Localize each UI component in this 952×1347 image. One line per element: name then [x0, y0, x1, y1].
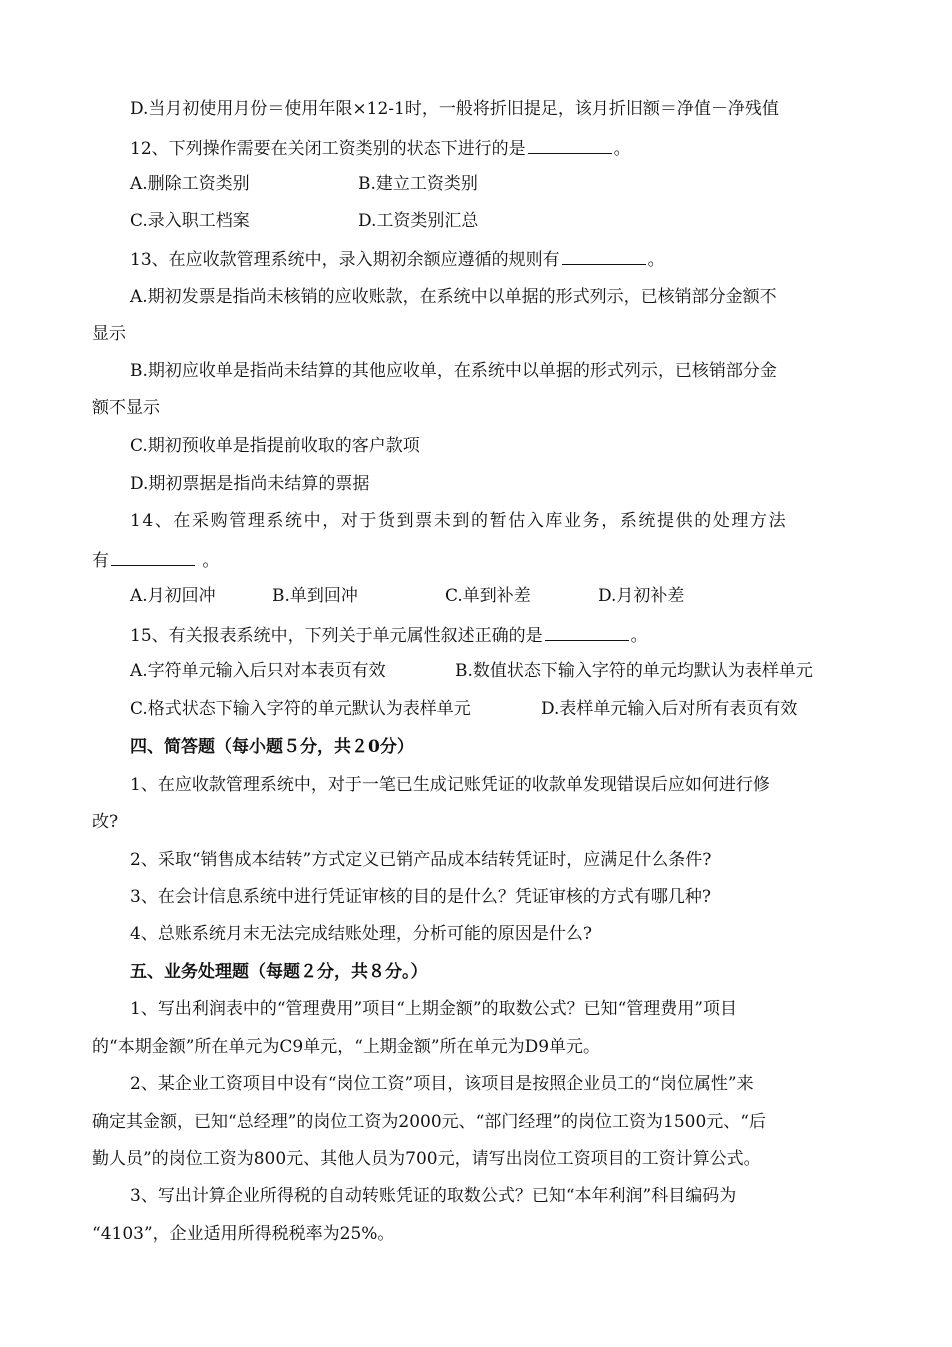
q14-stem-prefix: 有: [92, 551, 109, 571]
q14-option-a: A.月初回冲: [130, 586, 216, 606]
q12-option-b: B.建立工资类别: [358, 174, 478, 194]
q12-stem: [130, 135, 631, 161]
q14-end: 。: [197, 551, 220, 571]
section4-title: 四、简答题（每小题５分，共２0分）: [130, 737, 414, 757]
section5-q2-line3: 勤人员”的岗位工资为800元、其他人员为700元，请写出岗位工资项目的工资计算公式。: [92, 1149, 761, 1169]
section4-q4: 4、总账系统月末无法完成结账处理，分析可能的原因是什么?: [130, 924, 592, 944]
q15-stem: [130, 622, 648, 648]
q14-stem-line2: [92, 547, 219, 573]
section5-q3-line2: “4103”，企业适用所得税税率为25%。: [92, 1224, 395, 1244]
section5-q1-line2: 的“本期金额”所在单元为C9单元，“上期金额”所在单元为D9单元。: [92, 1037, 601, 1057]
q12-option-c: C.录入职工档案: [130, 211, 250, 231]
q12-option-d: D.工资类别汇总: [358, 211, 479, 231]
q13-option-d: D.期初票据是指尚未结算的票据: [130, 474, 370, 494]
answer-blank: [562, 246, 646, 265]
q14-option-d: D.月初补差: [598, 586, 685, 606]
q12-option-a: A.删除工资类别: [130, 174, 250, 194]
section5-q2-line1: 2、某企业工资项目中设有“岗位工资”项目，该项目是按照企业员工的“岗位属性”来: [130, 1074, 754, 1094]
q15-option-d: D.表样单元输入后对所有表页有效: [541, 699, 798, 719]
q13-option-b-line2: 额不显示: [92, 398, 160, 418]
q13-option-a-line2: 显示: [92, 324, 126, 344]
q12-end: 。: [613, 139, 631, 159]
q13-stem-text: 13、在应收款管理系统中，录入期初余额应遵循的规则有: [130, 250, 560, 270]
q13-option-b-line1: B.期初应收单是指尚未结算的其他应收单，在系统中以单据的形式列示，已核销部分金: [130, 361, 777, 381]
answer-blank: [545, 622, 629, 641]
q15-option-c: C.格式状态下输入字符的单元默认为表样单元: [130, 699, 471, 719]
q13-stem: [130, 246, 665, 272]
section5-q1-line1: 1、写出利润表中的“管理费用”项目“上期金额”的取数公式？已知“管理费用”项目: [130, 999, 737, 1019]
section5-q3-line1: 3、写出计算企业所得税的自动转账凭证的取数公式？已知“本年利润”科目编码为: [130, 1186, 737, 1206]
q14-stem-line1: 14、在采购管理系统中，对于货到票未到的暂估入库业务，系统提供的处理方法: [130, 511, 788, 531]
answer-blank: [528, 135, 612, 154]
section5-title: 五、业务处理题（每题２分，共８分。）: [130, 962, 428, 982]
q15-stem-text: 15、有关报表系统中，下列关于单元属性叙述正确的是: [130, 626, 543, 646]
q14-option-c: C.单到补差: [445, 586, 531, 606]
q12-stem-text: 12、下列操作需要在关闭工资类别的状态下进行的是: [130, 139, 526, 159]
q15-option-b: B.数值状态下输入字符的单元均默认为表样单元: [455, 661, 813, 681]
q13-option-a-line1: A.期初发票是指尚未核销的应收账款，在系统中以单据的形式列示，已核销部分金额不: [130, 287, 777, 307]
q15-option-a: A.字符单元输入后只对本表页有效: [130, 661, 386, 681]
q13-option-c: C.期初预收单是指提前收取的客户款项: [130, 436, 420, 456]
section4-q3: 3、在会计信息系统中进行凭证审核的目的是什么？凭证审核的方式有哪几种?: [130, 887, 711, 907]
section4-q1-line1: 1、在应收款管理系统中，对于一笔已生成记账凭证的收款单发现错误后应如何进行修: [130, 775, 770, 795]
q15-end: 。: [630, 626, 648, 646]
q14-option-b: B.单到回冲: [272, 586, 358, 606]
section5-q2-line2: 确定其金额，已知“总经理”的岗位工资为2000元、“部门经理”的岗位工资为1500元、“后: [92, 1112, 766, 1132]
q11-option-d: D.当月初使用月份＝使用年限×12-1时，一般将折旧提足，该月折旧额＝净值－净残值: [130, 99, 779, 119]
section4-q2: 2、采取“销售成本结转”方式定义已销产品成本结转凭证时，应满足什么条件?: [130, 850, 712, 870]
section4-q1-line2: 改?: [92, 812, 119, 832]
answer-blank: [111, 547, 195, 566]
q13-end: 。: [647, 250, 665, 270]
